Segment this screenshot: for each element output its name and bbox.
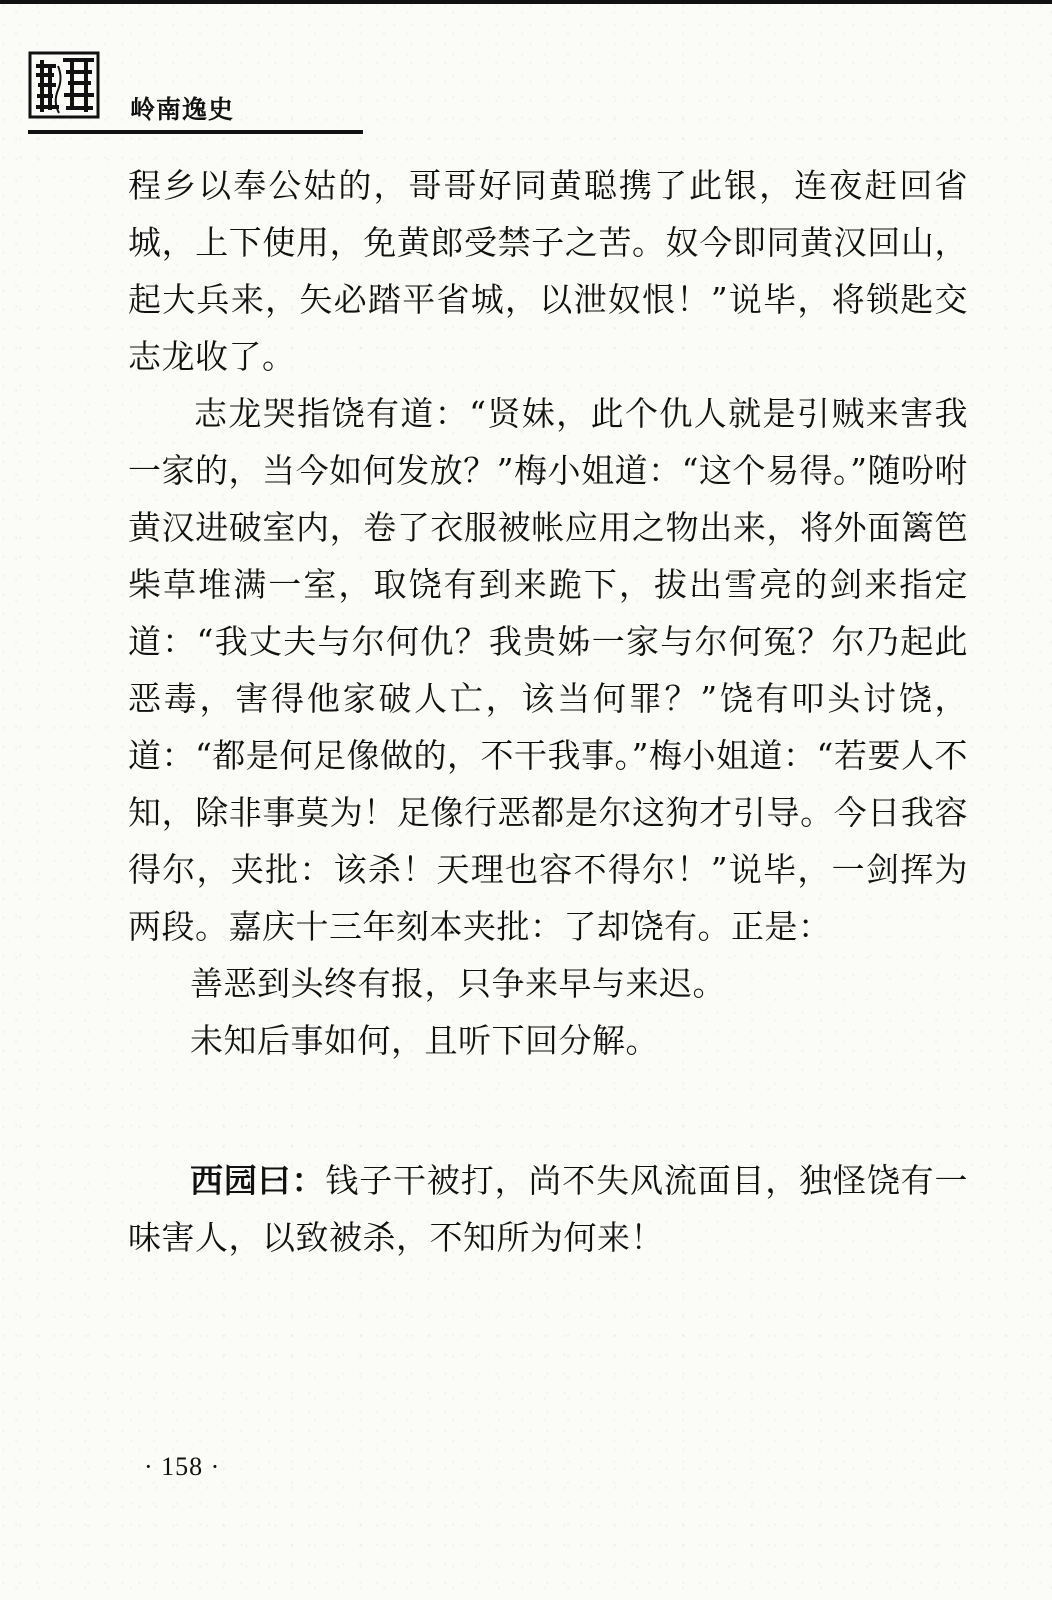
running-head-title: 岭南逸史 [130, 95, 235, 124]
top-border [0, 0, 1052, 4]
commentary [128, 1152, 968, 1266]
main-text [128, 157, 968, 1266]
paragraph-1: 程乡以奉公姑的，哥哥好同黄聪携了此银，连夜赶回省城，上下使用，免黄郎受禁子之苦。奴今即同黄汉回山，起大兵来，矢必踏平省城，以泄奴恨！”说毕，将锁匙交志龙收了。 [128, 166, 968, 376]
paragraph-2: 志龙哭指饶有道：“贤妹，此个仇人就是引贼来害我一家的，当今如何发放？”梅小姐道：“这个易得。”随吩咐黄汉进破室内，卷了衣服被帐应用之物出来，将外面篱笆柴草堆满一室，取饶有到来跪下，拔出雪亮的剑来指定道：“我丈夫与尔何仇？我贵姊一家与尔何冤？尔乃起此恶毒，害得他家破人亡，该当何罪？”饶有叩头讨饶，道：“都是何足像做的，不干我事。”梅小姐道：“若要人不知，除非事莫为！足像行恶都是尔这狗才引导。今日我容得尔，夹批：该杀！天理也容不得尔！”说毕，一剑挥为两段。嘉庆十三年刻本夹批：了却饶有。正是： [128, 394, 968, 946]
closing-line: 未知后事如何，且听下回分解。 [190, 1021, 659, 1060]
verse-line: 善恶到头终有报，只争来早与来迟。 [190, 964, 726, 1003]
seal-logo-icon [28, 48, 102, 122]
commentary-text: 钱子干被打，尚不失风流面目，独怪饶有一味害人，以致被杀，不知所为何来！ [128, 1161, 969, 1257]
commentary-label: 西园曰： [190, 1161, 326, 1200]
page-number: · 158 · [144, 1452, 221, 1481]
header-rule [28, 130, 363, 134]
